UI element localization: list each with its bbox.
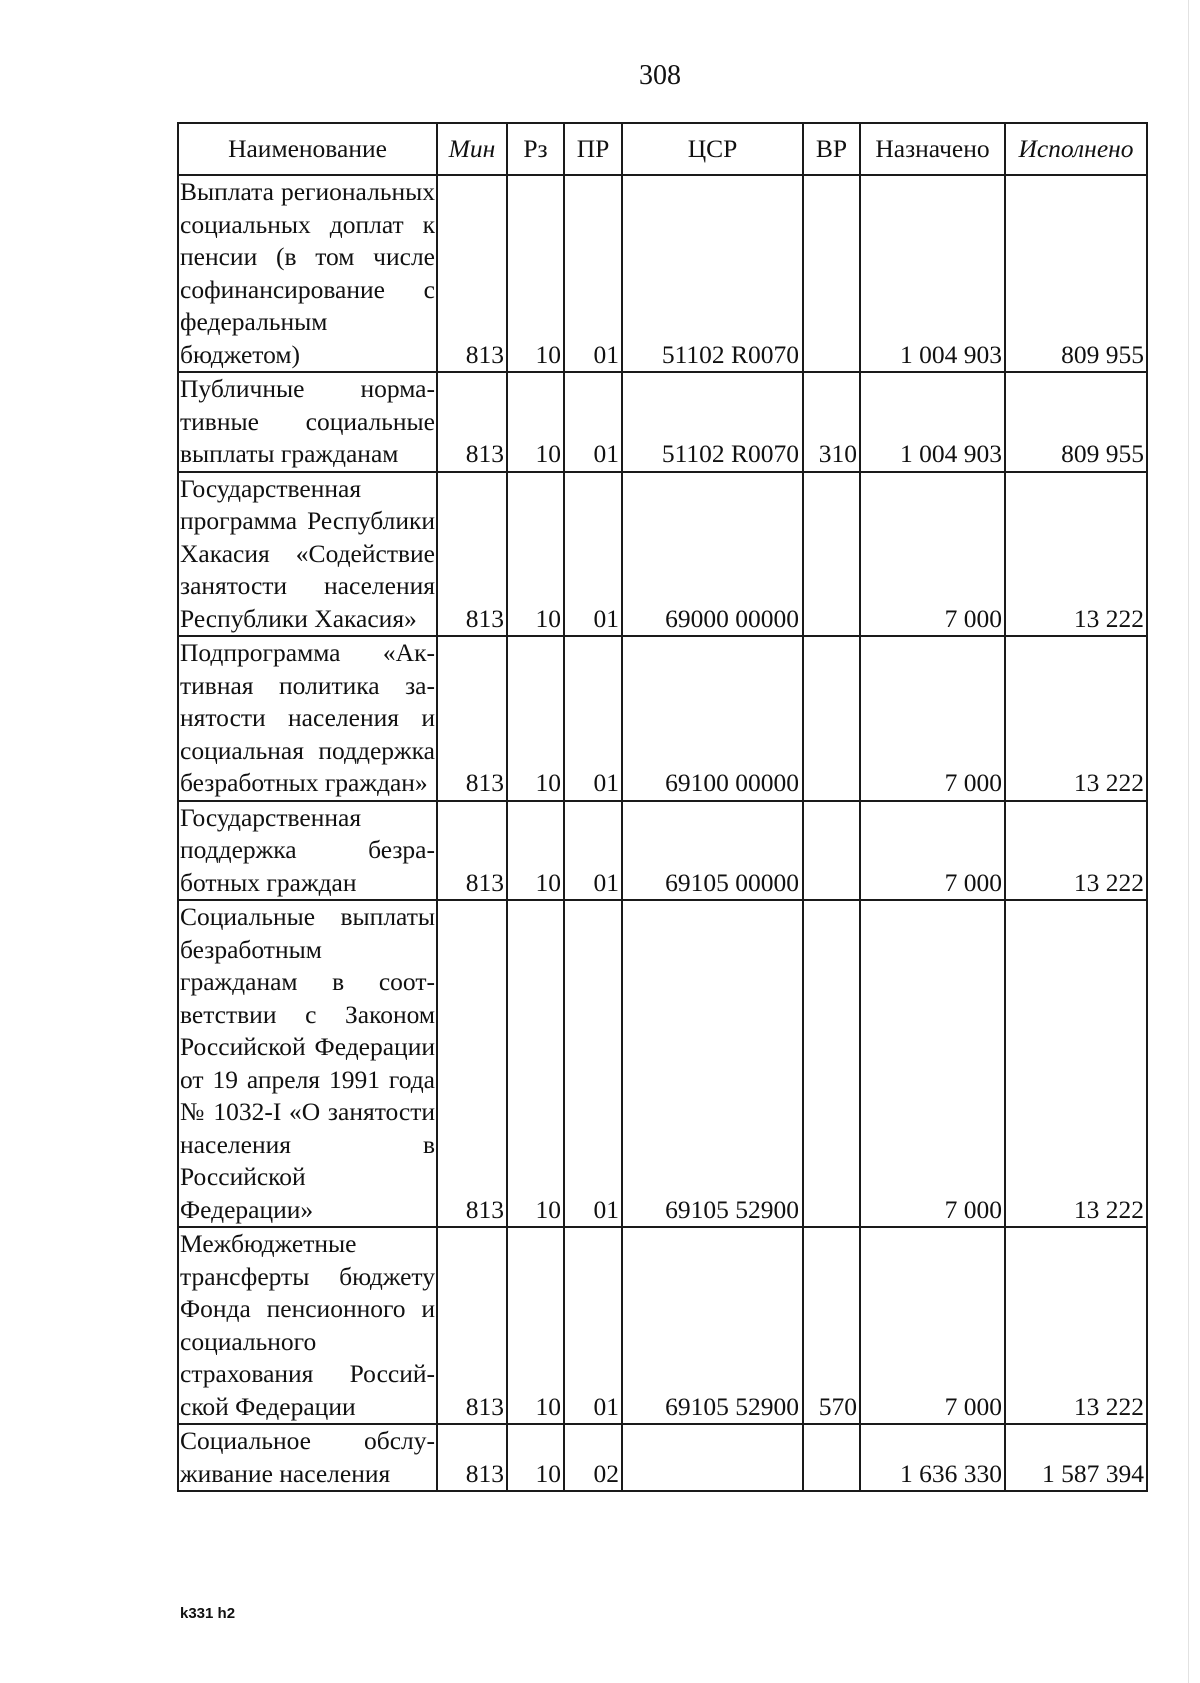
row-csr: [622, 1424, 803, 1491]
row-assigned: 1 004 903: [860, 372, 1005, 472]
header-csr: ЦСР: [622, 123, 803, 175]
row-min: 813: [437, 900, 507, 1227]
header-vr: ВР: [803, 123, 860, 175]
footer-code: k331 h2: [180, 1605, 236, 1622]
row-pr: 02: [564, 1424, 622, 1491]
row-assigned: 7 000: [860, 472, 1005, 637]
row-rz: 10: [507, 175, 564, 372]
row-vr: [803, 636, 860, 801]
row-vr: [803, 900, 860, 1227]
table-header-row: [178, 123, 1147, 175]
row-min: 813: [437, 1424, 507, 1491]
row-executed: 13 222: [1005, 801, 1147, 901]
budget-table: [177, 122, 1148, 1492]
row-executed: 13 222: [1005, 636, 1147, 801]
row-rz: 10: [507, 801, 564, 901]
row-pr: 01: [564, 175, 622, 372]
page-number: 308: [639, 60, 681, 91]
row-name: Выплата региональных социальных доплат к пенсии (в том числе софинансирование с федеральным бюджетом): [178, 175, 437, 372]
row-min: 813: [437, 636, 507, 801]
row-assigned: 1 004 903: [860, 175, 1005, 372]
row-csr: 51102 R0070: [622, 372, 803, 472]
row-executed: 809 955: [1005, 372, 1147, 472]
header-rz: Рз: [507, 123, 564, 175]
row-csr: 69105 52900: [622, 900, 803, 1227]
row-csr: 69105 00000: [622, 801, 803, 901]
row-name: Государственная поддержка безработных граждан: [178, 801, 437, 901]
row-vr: [803, 175, 860, 372]
scan-edge-line: [1188, 0, 1189, 1683]
row-pr: 01: [564, 900, 622, 1227]
table-row: [178, 1227, 1147, 1424]
row-min: 813: [437, 1227, 507, 1424]
row-pr: 01: [564, 801, 622, 901]
row-executed: 1 587 394: [1005, 1424, 1147, 1491]
row-name: Социальное обслуживание населения: [178, 1424, 437, 1491]
row-csr: 69105 52900: [622, 1227, 803, 1424]
row-rz: 10: [507, 636, 564, 801]
table-row: [178, 801, 1147, 901]
row-assigned: 7 000: [860, 636, 1005, 801]
header-pr: ПР: [564, 123, 622, 175]
table-row: [178, 636, 1147, 801]
table-row: [178, 1424, 1147, 1491]
row-vr: [803, 801, 860, 901]
row-executed: 809 955: [1005, 175, 1147, 372]
row-executed: 13 222: [1005, 1227, 1147, 1424]
row-assigned: 1 636 330: [860, 1424, 1005, 1491]
table-row: [178, 472, 1147, 637]
row-pr: 01: [564, 472, 622, 637]
row-pr: 01: [564, 636, 622, 801]
row-rz: 10: [507, 1227, 564, 1424]
row-vr: [803, 472, 860, 637]
row-executed: 13 222: [1005, 900, 1147, 1227]
table-row: [178, 372, 1147, 472]
row-name: Подпрограмма «Активная политика занятости населения и социальная поддержка безработных граждан»: [178, 636, 437, 801]
row-pr: 01: [564, 372, 622, 472]
row-name: Публичные нормативные социальные выплаты гражданам: [178, 372, 437, 472]
table-row: [178, 900, 1147, 1227]
row-rz: 10: [507, 900, 564, 1227]
header-min: Мин: [437, 123, 507, 175]
row-csr: 69100 00000: [622, 636, 803, 801]
row-name: Межбюджетные трансферты бюджету Фонда пенсионного и социального страхования Российской Федерации: [178, 1227, 437, 1424]
row-csr: 69000 00000: [622, 472, 803, 637]
row-assigned: 7 000: [860, 900, 1005, 1227]
row-csr: 51102 R0070: [622, 175, 803, 372]
row-vr: 570: [803, 1227, 860, 1424]
row-min: 813: [437, 175, 507, 372]
row-pr: 01: [564, 1227, 622, 1424]
row-min: 813: [437, 372, 507, 472]
row-min: 813: [437, 801, 507, 901]
row-vr: [803, 1424, 860, 1491]
header-name: Наименование: [178, 123, 437, 175]
row-rz: 10: [507, 472, 564, 637]
header-assigned: Назначено: [860, 123, 1005, 175]
header-executed: Исполнено: [1005, 123, 1147, 175]
row-name: Государственная программа Республики Хакасия «Содействие занятости населения Республики Хакасия»: [178, 472, 437, 637]
row-assigned: 7 000: [860, 801, 1005, 901]
row-rz: 10: [507, 372, 564, 472]
row-name: Социальные выплаты безработным гражданам в соответствии с Законом Российской Федерации от 19 апреля 1991 года № 1032-I «О занятости населения в Российской Федерации»: [178, 900, 437, 1227]
row-vr: 310: [803, 372, 860, 472]
row-min: 813: [437, 472, 507, 637]
row-assigned: 7 000: [860, 1227, 1005, 1424]
row-executed: 13 222: [1005, 472, 1147, 637]
row-rz: 10: [507, 1424, 564, 1491]
table-row: [178, 175, 1147, 372]
